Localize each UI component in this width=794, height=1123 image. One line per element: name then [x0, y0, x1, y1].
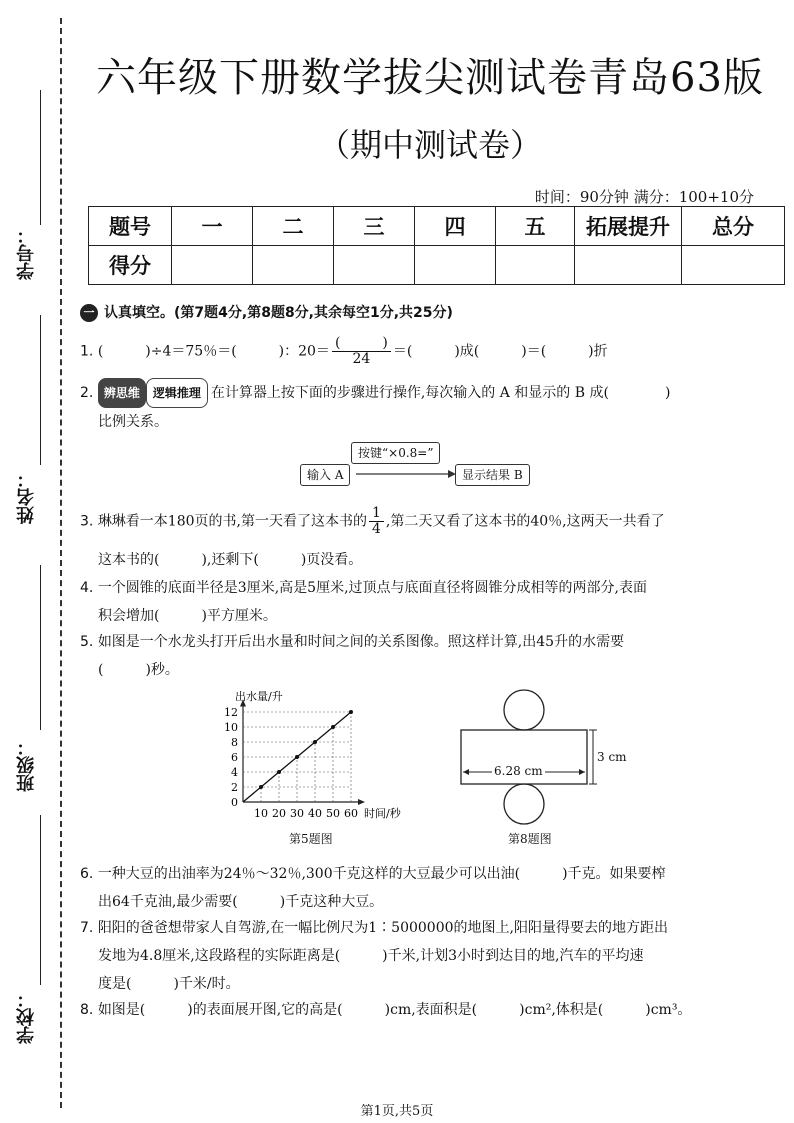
fraction — [332, 336, 391, 367]
score-input-cell[interactable] — [575, 246, 682, 285]
x-tick-label: 10 — [254, 807, 268, 820]
data-point — [331, 725, 335, 729]
x-tick-label: 40 — [308, 807, 322, 820]
question-number: 6. — [80, 866, 94, 882]
question-text: ＝( )成( )＝( )折 — [392, 343, 608, 360]
y-tick-label: 0 — [231, 796, 238, 809]
x-axis-arrow — [358, 799, 365, 805]
score-input-cell[interactable] — [334, 246, 415, 285]
question-text: 一种大豆的出油率为24％～32％,300千克这样的大豆最少可以出油( )千克。如果要榨 — [97, 866, 666, 882]
question-text: 出64千克油,最少需要( )千克这种大豆。 — [98, 894, 384, 910]
question-1 — [80, 336, 760, 367]
data-point — [277, 770, 281, 774]
score-cell: 拓展提升 — [575, 207, 682, 246]
page-title: 六年级下册数学拔尖测试卷青岛63版 — [96, 55, 764, 101]
score-cell: 四 — [415, 207, 496, 246]
fraction-numerator: 1 — [369, 506, 384, 522]
score-cell: 五 — [496, 207, 575, 246]
exam-meta: 时间：90分钟 满分：100+10分 — [534, 188, 754, 206]
score-input-cell[interactable] — [253, 246, 334, 285]
school-label: 学校： — [16, 990, 37, 1044]
question-text: 阳阳的爸爸想带家人自驾游,在一幅比例尺为1∶5000000的地图上,阳阳量得要去的地方距出 — [97, 920, 668, 936]
cylinder-net-figure — [455, 688, 615, 828]
height-label: 3 cm — [597, 750, 627, 764]
name-line — [40, 315, 41, 465]
name-label: 姓名： — [16, 470, 37, 524]
question-7 — [80, 914, 760, 998]
score-cell: 二 — [253, 207, 334, 246]
question-text: ( )÷4＝75％＝( )：20＝ — [97, 343, 330, 360]
question-text: 积会增加( )平方厘米。 — [98, 608, 277, 624]
question-text: ,第二天又看了这本书的40％,这两天一共看了 — [385, 513, 665, 530]
question-number: 1. — [80, 343, 94, 360]
fraction-denominator: 4 — [371, 521, 381, 537]
top-circle — [504, 690, 544, 730]
question-number: 2. — [80, 385, 94, 401]
figure-5-caption: 第5题图 — [289, 832, 333, 846]
question-number: 4. — [80, 580, 94, 596]
question-2 — [80, 378, 760, 436]
question-6 — [80, 860, 760, 916]
question-text: ( )秒。 — [98, 662, 179, 678]
score-cell: 三 — [334, 207, 415, 246]
section-number-icon: 一 — [80, 304, 98, 322]
y-tick-label: 10 — [224, 721, 238, 734]
x-tick-label: 20 — [272, 807, 286, 820]
question-number: 5. — [80, 634, 94, 650]
flow-output-box: 显示结果 B — [455, 464, 530, 486]
question-text: 度是( )千米/时。 — [98, 976, 240, 992]
width-label: 6.28 cm — [494, 764, 543, 778]
y-tick-label: 12 — [224, 706, 238, 719]
water-flow-chart — [215, 686, 425, 826]
question-text: 一个圆锥的底面半径是3厘米,高是5厘米,过顶点与底面直径将圆锥分成相等的两部分,表面 — [97, 580, 647, 596]
score-cell: 题号 — [89, 207, 172, 246]
x-axis-label: 时间/秒 — [364, 807, 401, 820]
question-text: 比例关系。 — [98, 414, 168, 430]
flow-arrow — [356, 462, 456, 482]
fraction-numerator: ( ) — [332, 336, 391, 352]
y-axis-label: 出水量/升 — [235, 690, 283, 703]
page-subtitle: （期中测试卷） — [317, 126, 542, 164]
data-point — [313, 740, 317, 744]
score-input-cell[interactable] — [496, 246, 575, 285]
flow-input-box: 输入 A — [300, 464, 350, 486]
y-tick-label: 2 — [231, 781, 238, 794]
score-cell: 一 — [172, 207, 253, 246]
student-id-label: 学号： — [16, 226, 37, 280]
data-point — [349, 710, 353, 714]
class-line — [40, 565, 41, 730]
question-text: 在计算器上按下面的步骤进行操作,每次输入的 A 和显示的 B 成( ) — [210, 385, 671, 401]
x-tick-label: 50 — [326, 807, 340, 820]
question-text: 发地为4.8厘米,这段路程的实际距离是( )千米,计划3小时到达目的地,汽车的平均速 — [98, 948, 644, 964]
question-number: 7. — [80, 920, 94, 936]
question-8 — [80, 996, 760, 1024]
bottom-circle — [504, 784, 544, 824]
student-id-line — [40, 90, 41, 225]
page-footer: 第1页,共5页 — [360, 1104, 434, 1119]
score-table-header-row — [89, 207, 785, 246]
question-text: 琳琳看一本180页的书,第一天看了这本书的 — [97, 513, 367, 530]
section-heading — [80, 302, 453, 322]
skill-tag-outline: 逻辑推理 — [146, 378, 208, 408]
question-number: 3. — [80, 513, 94, 530]
question-text: 如图是一个水龙头打开后出水量和时间之间的关系图像。照这样计算,出45升的水需要 — [97, 634, 625, 650]
x-tick-label: 30 — [290, 807, 304, 820]
question-5 — [80, 628, 760, 684]
score-table — [88, 206, 785, 285]
y-tick-label: 8 — [231, 736, 238, 749]
school-line — [40, 815, 41, 985]
fraction — [369, 506, 384, 537]
class-label: 班级： — [16, 738, 37, 792]
question-3-cont: 这本书的( ),还剩下( )页没看。 — [98, 552, 363, 568]
x-tick-label: 60 — [344, 807, 358, 820]
question-3 — [80, 506, 760, 537]
question-4 — [80, 574, 760, 630]
question-number: 8. — [80, 1002, 94, 1018]
data-point — [259, 785, 263, 789]
flow-key-box: 按键“×0.8=” — [351, 442, 440, 464]
score-input-cell[interactable] — [415, 246, 496, 285]
y-tick-label: 4 — [231, 766, 238, 779]
score-input-cell[interactable] — [682, 246, 785, 285]
y-tick-label: 6 — [231, 751, 238, 764]
section-text: 认真填空。(第7题4分,第8题8分,其余每空1分,共25分) — [104, 305, 453, 321]
score-input-cell[interactable] — [172, 246, 253, 285]
binding-dashed-line — [60, 18, 62, 1108]
score-cell: 总分 — [682, 207, 785, 246]
skill-tag: 辨思维 — [98, 378, 146, 408]
data-point — [295, 755, 299, 759]
fraction-denominator: 24 — [352, 351, 371, 367]
score-cell: 得分 — [89, 246, 172, 285]
figure-8-caption: 第8题图 — [508, 832, 552, 846]
score-table-score-row — [89, 246, 785, 285]
question-text: 如图是( )的表面展开图,它的高是( )cm,表面积是( )cm²,体积是( )cm³。 — [97, 1002, 692, 1018]
